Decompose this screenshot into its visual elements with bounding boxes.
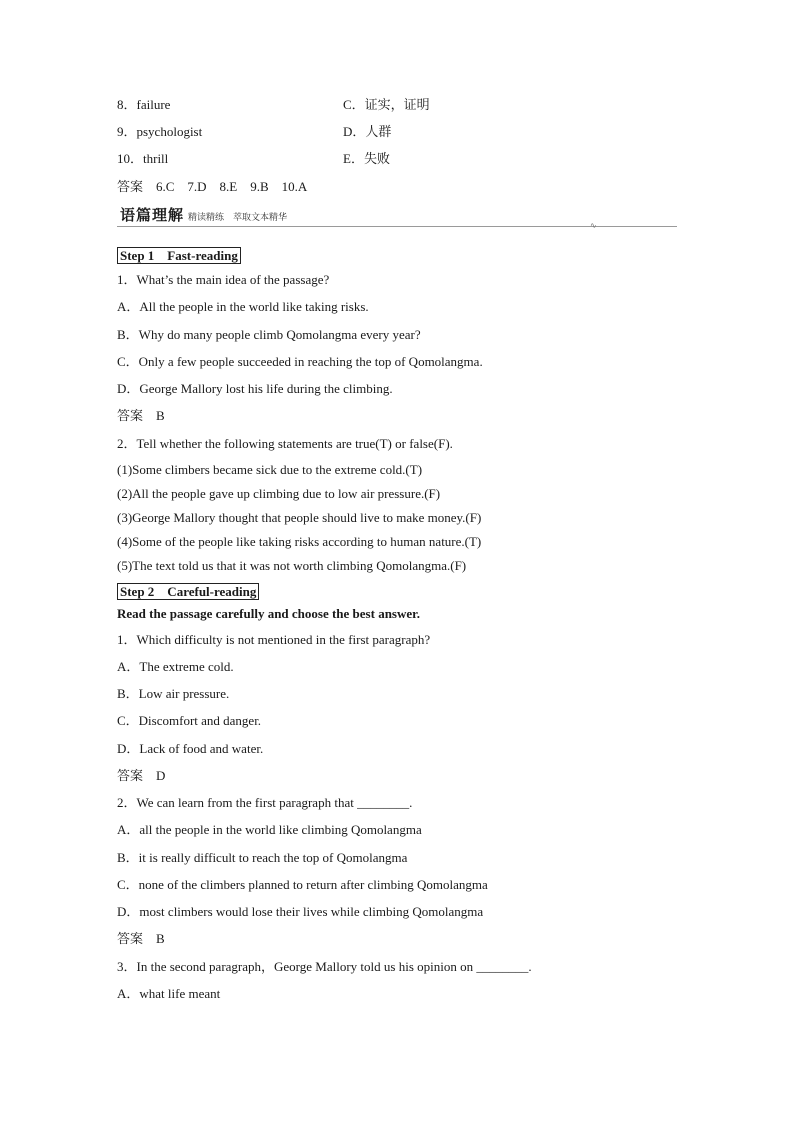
step1-q1-answer: 答案 B xyxy=(117,408,165,423)
step2-q1-stem: 1．Which difficulty is not mentioned in the first paragraph? xyxy=(117,632,431,647)
step2-q1-answer: 答案 D xyxy=(117,768,166,783)
section-header xyxy=(120,204,287,225)
step1-q2-stem: 2．Tell whether the following statements are true(T) or false(F). xyxy=(117,436,453,451)
step1-q1-stem: 1．What’s the main idea of the passage? xyxy=(117,272,330,287)
vocab-word-10: 10．thrill xyxy=(117,151,169,166)
step1-q2-item-5: (5)The text told us that it was not worth climbing Qomolangma.(F) xyxy=(117,558,467,573)
step2-q1-option-d: D．Lack of food and water. xyxy=(117,741,264,756)
vocab-meaning-c: C．证实，证明 xyxy=(343,97,430,112)
step2-q2-option-b: B．it is really difficult to reach the top of Qomolangma xyxy=(117,850,408,865)
step2-q2-answer: 答案 B xyxy=(117,931,165,946)
step1-q2-item-3: (3)George Mallory thought that people should live to make money.(F) xyxy=(117,510,482,525)
step2-q2-option-c: C．none of the climbers planned to return after climbing Qomolangma xyxy=(117,877,488,892)
section-subtitle: 精读精练 萃取文本精华 xyxy=(188,213,288,223)
step2-q2-option-a: A．all the people in the world like climbing Qomolangma xyxy=(117,822,422,837)
section-title: 语篇理解 xyxy=(120,206,185,224)
step2-label: Step 2 Careful-reading xyxy=(117,584,259,600)
step1-label: Step 1 Fast-reading xyxy=(117,248,241,264)
step2-q1-option-a: A．The extreme cold. xyxy=(117,659,234,674)
step2-q3-option-a: A．what life meant xyxy=(117,986,221,1001)
step2-q1-option-b: B．Low air pressure. xyxy=(117,686,230,701)
divider-notch-icon: ∿ xyxy=(590,221,597,230)
vocab-answer: 答案 6.C 7.D 8.E 9.B 10.A xyxy=(117,179,308,194)
vocab-meaning-d: D．人群 xyxy=(343,124,392,139)
step2-q2-option-d: D．most climbers would lose their lives while climbing Qomolangma xyxy=(117,904,484,919)
step2-q3-stem: 3．In the second paragraph，George Mallory told us his opinion on ________. xyxy=(117,959,532,974)
step1-q2-item-2: (2)All the people gave up climbing due to low air pressure.(F) xyxy=(117,486,441,501)
step1-q1-option-b: B．Why do many people climb Qomolangma every year? xyxy=(117,327,421,342)
step1-q1-option-d: D．George Mallory lost his life during the climbing. xyxy=(117,381,393,396)
step1-q1-option-a: A．All the people in the world like taking risks. xyxy=(117,299,369,314)
vocab-word-9: 9．psychologist xyxy=(117,124,203,139)
step2-q2-stem: 2．We can learn from the first paragraph that ________. xyxy=(117,795,413,810)
vocab-word-8: 8．failure xyxy=(117,97,171,112)
step1-q1-option-c: C．Only a few people succeeded in reaching the top of Qomolangma. xyxy=(117,354,483,369)
step1-q2-item-4: (4)Some of the people like taking risks according to human nature.(T) xyxy=(117,534,482,549)
step2-instruction: Read the passage carefully and choose the best answer. xyxy=(117,606,420,621)
step1-q2-item-1: (1)Some climbers became sick due to the extreme cold.(T) xyxy=(117,462,423,477)
vocab-meaning-e: E．失败 xyxy=(343,151,390,166)
step2-q1-option-c: C．Discomfort and danger. xyxy=(117,713,262,728)
